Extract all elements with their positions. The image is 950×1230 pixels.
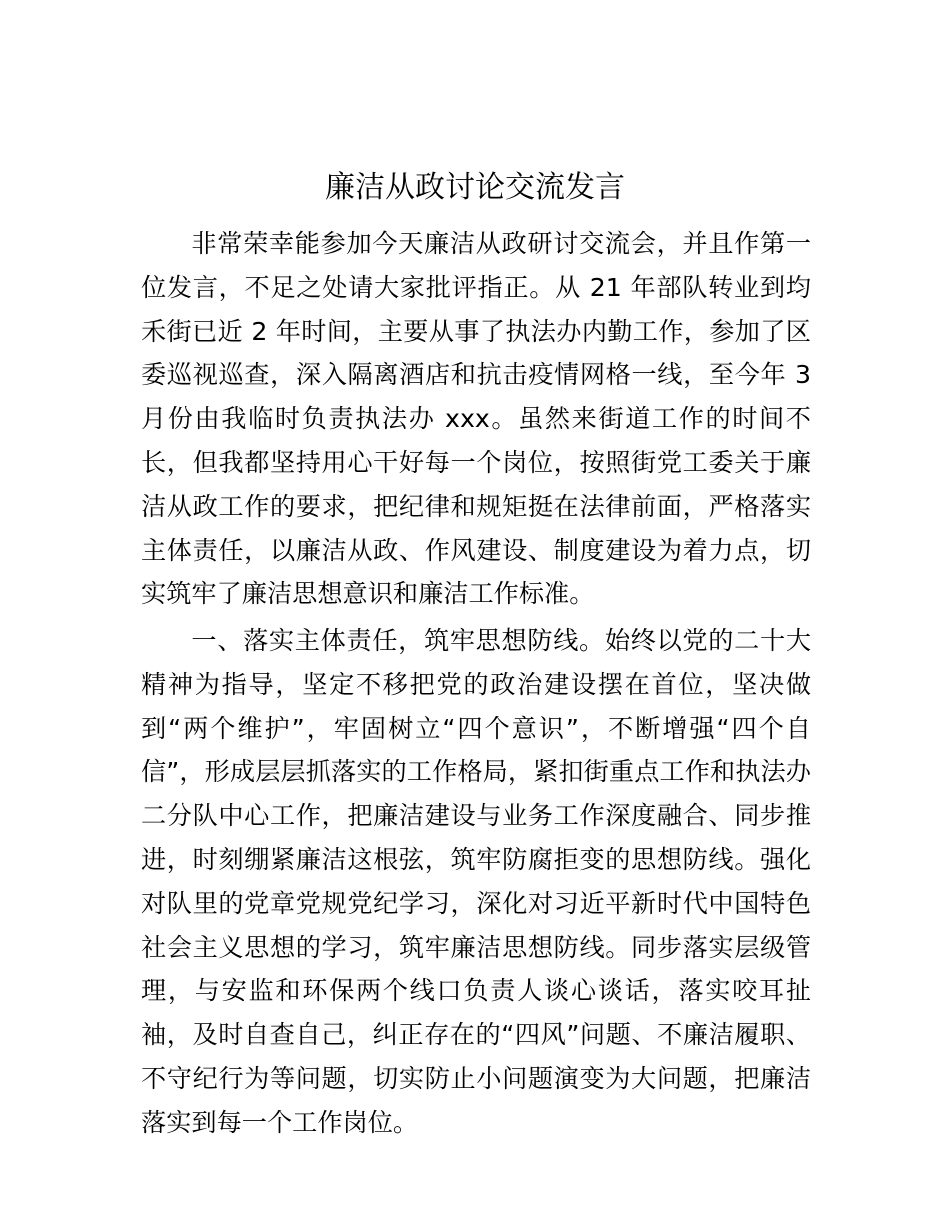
section-one-paragraph: 一、落实主体责任，筑牢思想防线。始终以党的二十大精神为指导，坚定不移把党的政治建设摆在首位，坚决做到“两个维护”，牢固树立“四个意识”，不断增强“四个自信”，形成层层抓落实的工作格局，紧扣街重点工作和执法办二分队中心工作，把廉洁建设与业务工作深度融合、同步推进，时刻绷紧廉洁这根弦，筑牢防腐拒变的思想防线。强化对队里的党章党规党纪学习，深化对习近平新时代中国特色社会主义思想的学习，筑牢廉洁思想防线。同步落实层级管理，与安监和环保两个线口负责人谈心谈话，落实咬耳扯袖，及时自查自己，纠正存在的“四风”问题、不廉洁履职、不守纪行为等问题，切实防止小问题演变为大问题，把廉洁落实到每一个工作岗位。 [141,626,811,1137]
document-title: 廉洁从政讨论交流发言 [325,170,625,205]
intro-paragraph: 非常荣幸能参加今天廉洁从政研讨交流会，并且作第一位发言，不足之处请大家批评指正。从 21 年部队转业到均禾街已近 2 年时间，主要从事了执法办内勤工作，参加了区委巡视巡查，深入隔离酒店和抗击疫情网格一线，至今年 3 月份由我临时负责执法办 xxx。虽然来街道工作的时间不长，但我都坚持用心干好每一个岗位，按照街党工委关于廉洁从政工作的要求，把纪律和规矩挺在法律前面，严格落实主体责任，以廉洁从政、作风建设、制度建设为着力点，切实筑牢了廉洁思想意识和廉洁工作标准。 [141,229,811,609]
